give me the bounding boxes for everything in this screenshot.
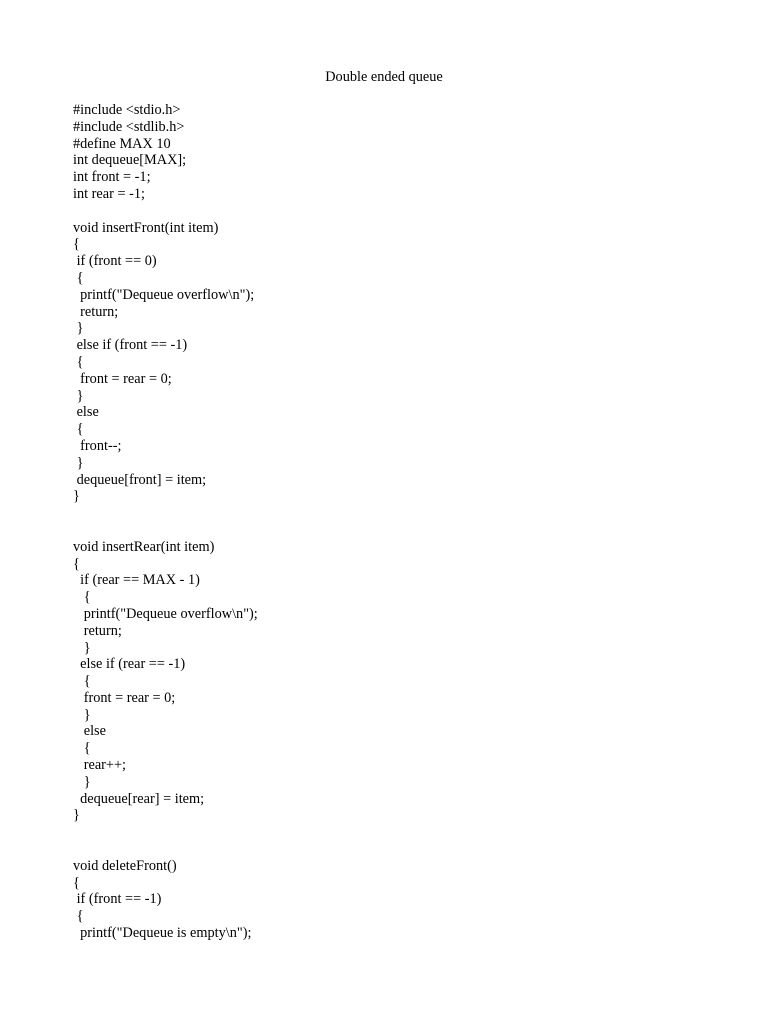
code-line: printf("Dequeue overflow\n"); [73,605,258,622]
code-line: if (front == -1) [73,891,162,908]
code-line: } [73,454,84,471]
code-line: return; [73,622,122,639]
code-line: #include <stdlib.h> [73,118,185,135]
code-line: else if (rear == -1) [73,656,186,673]
code-line: front = rear = 0; [73,370,172,387]
code-line: void insertFront(int item) [73,219,219,236]
code-line: void deleteFront() [73,857,177,874]
document-title: Double ended queue [325,69,443,85]
code-line: int dequeue[MAX]; [73,152,187,169]
code-line [73,824,258,841]
code-line: { [73,589,91,606]
code-line: { [73,236,80,253]
code-line: { [73,874,80,891]
code-line: void insertRear(int item) [73,538,215,555]
code-line: return; [73,303,119,320]
code-line: printf("Dequeue is empty\n"); [73,925,252,942]
code-line [73,505,258,522]
code-line [73,203,258,220]
code-line: if (front == 0) [73,253,157,270]
code-line: { [73,908,84,925]
code-line: } [73,706,91,723]
code-line: else if (front == -1) [73,337,188,354]
code-line: front = rear = 0; [73,689,176,706]
code-line: } [73,320,84,337]
code-line: { [73,421,84,438]
code-line: dequeue[rear] = item; [73,790,205,807]
code-line: front--; [73,437,122,454]
code-line: } [73,773,91,790]
code-line: printf("Dequeue overflow\n"); [73,286,255,303]
code-line: { [73,673,91,690]
code-line: } [73,807,80,824]
code-line: } [73,639,91,656]
code-line: { [73,555,80,572]
code-line: { [73,353,84,370]
code-line: if (rear == MAX - 1) [73,572,200,589]
code-line: #define MAX 10 [73,135,171,152]
code-line: else [73,404,99,421]
code-block [73,102,258,942]
code-line: int rear = -1; [73,185,145,202]
code-line: { [73,740,91,757]
code-line [73,522,258,539]
code-line: { [73,269,84,286]
code-line: else [73,723,106,740]
code-line: dequeue[front] = item; [73,471,207,488]
code-line: } [73,488,80,505]
code-line: int front = -1; [73,169,151,186]
code-line: } [73,387,84,404]
code-line: #include <stdio.h> [73,102,181,118]
code-line [73,841,258,858]
code-line: rear++; [73,757,127,774]
